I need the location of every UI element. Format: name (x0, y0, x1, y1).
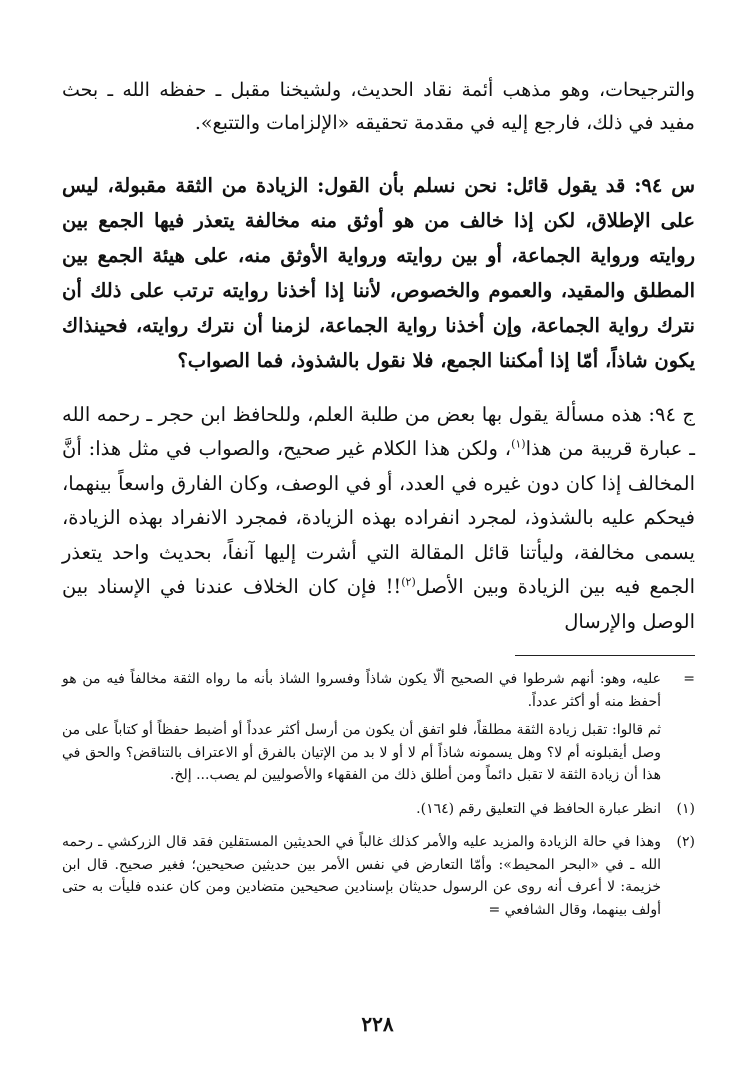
footnote-ref-2[interactable]: (٢) (401, 575, 416, 589)
footnote-continuation (62, 668, 695, 793)
footnote-2 (62, 831, 695, 927)
footnotes (62, 668, 695, 927)
footnote-body (62, 798, 661, 827)
footnote-body (62, 831, 661, 927)
answer-94 (62, 398, 695, 640)
page-content (62, 74, 695, 932)
question-94: س ٩٤: قد يقول قائل: نحن نسلم بأن القول: الزيادة من الثقة مقبولة، ليس على الإطلاق، لكن إذا خالف من هو أوثق منه مخالفة يتعذر فيها الجمع بين روايته ورواية الجماعة، أو بين روايته ورواية الأوثق منه، على هيئة الجمع بين المطلق والمقيد، والعموم والخصوص، لأننا إذا أخذنا روايته ترتب على ذلك أن نترك رواية الجماعة، وإن أخذنا رواية الجماعة، لزمنا أن نترك روايته، فحينذاك يكون شاذاً، أمّا إذا أمكننا الجمع، فلا نقول بالشذوذ، فما الصواب؟ (62, 174, 696, 372)
footnote-mark: = (683, 671, 695, 687)
continuation-paragraph: والترجيحات، وهو مذهب أئمة نقاد الحديث، ولشيخنا مقبل ـ حفظه الله ـ بحث مفيد في ذلك، فارجع إليه في مقدمة تحقيقه «الإلزامات والتتبع». (62, 79, 695, 134)
footnote-paragraph: عليه، وهو: أنهم شرطوا في الصحيح ألّا يكون شاذاً وفسروا الشاذ بأنه ما رواه الثقة مخالفاً فيه من هو أحفظ منه أو أكثر عدداً. (62, 671, 661, 710)
footnote-1 (62, 798, 695, 827)
footnote-separator (515, 655, 695, 656)
footnote-body (62, 668, 661, 793)
page-number: ٢٢٨ (361, 1012, 394, 1036)
footnote-mark: (٢) (676, 834, 695, 850)
footnote-paragraph: ثم قالوا: تقبل زيادة الثقة مطلقاً، فلو اتفق أن يكون من أرسل أكثر عدداً أو أضبط حفظاً أو كتاباً على من وصل أيقبلونه أم لا؟ وهل يسمونه شاذاً أم لا أو لا بد من الإتيان بالفرق أو الاعتراف بالتناقض؟ والحق في هذا أن زيادة الثقة لا تقبل دائماً ومن أطلق ذلك من الفقهاء والأصوليين لم يصب... إلخ. (62, 722, 662, 783)
answer-text-part2: ، ولكن هذا الكلام غير صحيح، والصواب في مثل هذا: أنَّ المخالف إذا كان دون غيره في العدد، أو في الوصف، وكان الفارق واسعاً بينهما، فيحكم عليه بالشذوذ، لمجرد انفراده بهذه الزيادة، فمجرد الانفراد بهذه الزيادة، يسمى مخالفة، وليأتنا قائل المقالة التي أشرت إليها آنفاً، بحديث واحد يتعذر الجمع فيه بين الزيادة وبين الأصل (62, 437, 696, 598)
footnote-paragraph: انظر عبارة الحافظ في التعليق رقم (١٦٤). (416, 800, 661, 817)
answer-text-part1: ج ٩٤: هذه مسألة يقول بها بعض من طلبة العلم، وللحافظ ابن حجر ـ رحمه الله ـ عبارة قريبة من هذا (62, 402, 695, 460)
footnote-mark: (١) (676, 800, 695, 817)
footnote-paragraph: وهذا في حالة الزيادة والمزيد عليه والأمر كذلك غالباً في الحديثين المستقلين فقد قال الزركشي ـ رحمه الله ـ في «البحر المحيط»: وأمّا التعارض في نفس الأمر بين حديثين صحيحين؛ فغير صحيح. قال ابن خزيمة: لا أعرف أنه روى عن الرسول حديثان بإسنادين صحيحين متضادين ومن كان عنده فليأت به حتى أولف بينهما، وقال الشافعي = (62, 834, 661, 918)
answer-text-part3: !! فإن كان الخلاف عندنا في الإسناد بين الوصل والإرسال (62, 575, 695, 633)
footnote-ref-1[interactable]: (١) (511, 437, 526, 451)
